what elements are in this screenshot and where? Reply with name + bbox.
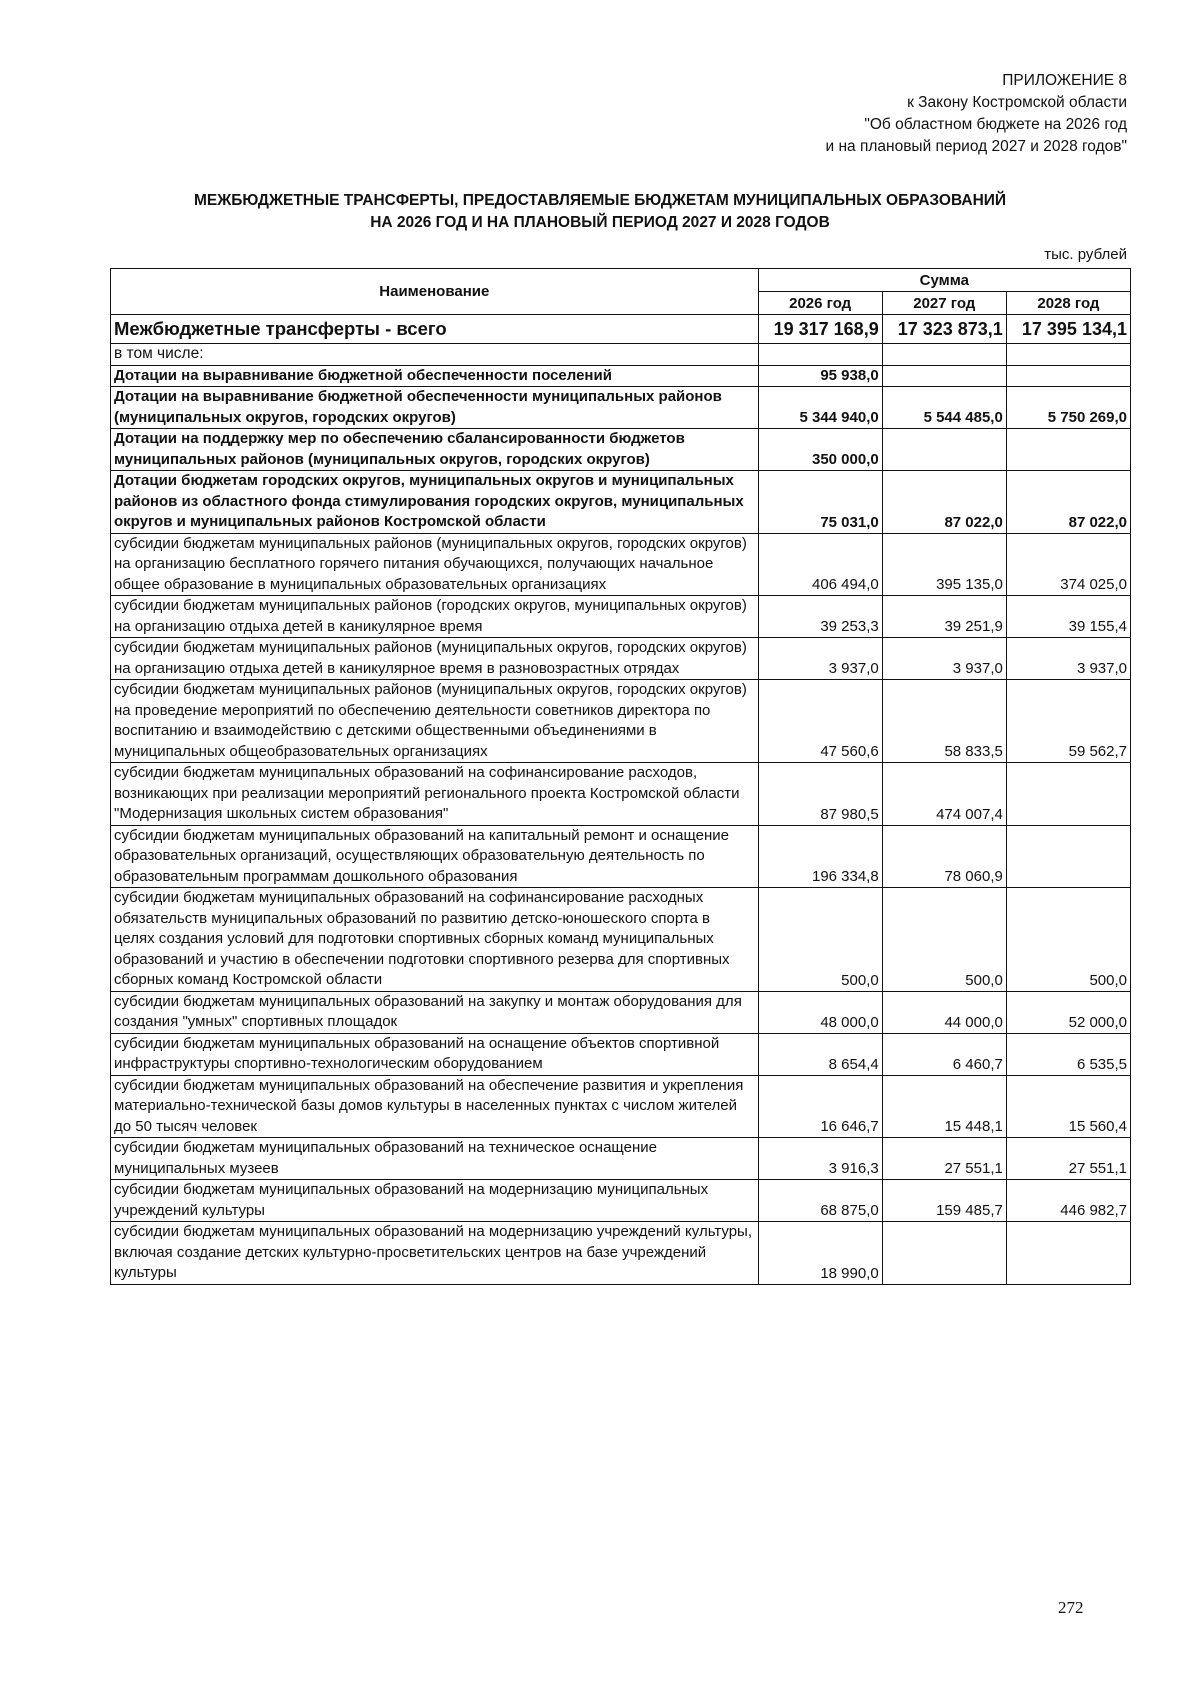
row-value-2027: 27 551,1 [882, 1138, 1006, 1180]
table-row [111, 888, 1131, 992]
row-value-2026: 16 646,7 [758, 1075, 882, 1138]
row-value-2026: 47 560,6 [758, 680, 882, 763]
appendix-header [826, 70, 1128, 158]
total-value-2028: 17 395 134,1 [1006, 315, 1130, 344]
column-header-year: 2026 год [758, 292, 882, 315]
row-value-2026: 75 031,0 [758, 471, 882, 534]
row-value-2026: 95 938,0 [758, 365, 882, 387]
table-row [111, 638, 1131, 680]
row-name: Дотации на выравнивание бюджетной обеспеченности поселений [111, 365, 759, 387]
table-row [111, 680, 1131, 763]
row-value-2027: 3 937,0 [882, 638, 1006, 680]
table-row [111, 429, 1131, 471]
row-value-2026: 18 990,0 [758, 1222, 882, 1285]
row-name: субсидии бюджетам муниципальных образований на модернизацию муниципальных учреждений культуры [111, 1180, 759, 1222]
empty-cell [1006, 344, 1130, 366]
row-name: субсидии бюджетам муниципальных образований на техническое оснащение муниципальных музеев [111, 1138, 759, 1180]
row-name: субсидии бюджетам муниципальных образований на оснащение объектов спортивной инфраструктуры спортивно-технологическим оборудованием [111, 1033, 759, 1075]
table-row [111, 533, 1131, 596]
empty-cell [882, 344, 1006, 366]
row-value-2027: 87 022,0 [882, 471, 1006, 534]
total-name: Межбюджетные трансферты - всего [111, 315, 759, 344]
row-value-2028: 5 750 269,0 [1006, 387, 1130, 429]
row-value-2026: 3 916,3 [758, 1138, 882, 1180]
row-name: субсидии бюджетам муниципальных районов (муниципальных округов, городских округов) на организацию бесплатного горячего питания обучающихся, получающих начальное общее образование в муниципальных образовательных организациях [111, 533, 759, 596]
total-value-2027: 17 323 873,1 [882, 315, 1006, 344]
column-header-name: Наименование [111, 269, 759, 315]
column-header-year: 2027 год [882, 292, 1006, 315]
empty-cell [758, 344, 882, 366]
row-value-2028: 6 535,5 [1006, 1033, 1130, 1075]
document-title [100, 190, 1100, 234]
row-value-2027: 5 544 485,0 [882, 387, 1006, 429]
table-row [111, 1180, 1131, 1222]
table-row [111, 1138, 1131, 1180]
row-value-2028 [1006, 763, 1130, 826]
subheader-row [111, 344, 1131, 366]
row-name: субсидии бюджетам муниципальных образований на закупку и монтаж оборудования для создания "умных" спортивных площадок [111, 991, 759, 1033]
table-row [111, 471, 1131, 534]
row-value-2026: 406 494,0 [758, 533, 882, 596]
table-row [111, 825, 1131, 888]
row-name: субсидии бюджетам муниципальных образований на софинансирование расходных обязательств муниципальных образований по развитию детско-юношеского спорта в целях создания условий для подготовки спортивных сборных команд муниципальных образований и участию в обеспечении подготовки спортивного резерва для спортивных сборных команд Костромской области [111, 888, 759, 992]
row-name: Дотации на выравнивание бюджетной обеспеченности муниципальных районов (муниципальных округов, городских округов) [111, 387, 759, 429]
column-header-sum: Сумма [758, 269, 1130, 292]
row-value-2028: 374 025,0 [1006, 533, 1130, 596]
row-value-2026: 196 334,8 [758, 825, 882, 888]
transfers-table [110, 268, 1131, 1285]
row-value-2027: 6 460,7 [882, 1033, 1006, 1075]
table-row [111, 365, 1131, 387]
page-number: 272 [1058, 1598, 1084, 1617]
appendix-header-line: и на плановый период 2027 и 2028 годов" [825, 138, 1127, 155]
row-value-2027: 78 060,9 [882, 825, 1006, 888]
row-value-2026: 39 253,3 [758, 596, 882, 638]
table-row [111, 1222, 1131, 1285]
document-title-line: МЕЖБЮДЖЕТНЫЕ ТРАНСФЕРТЫ, ПРЕДОСТАВЛЯЕМЫЕ БЮДЖЕТАМ МУНИЦИПАЛЬНЫХ ОБРАЗОВАНИЙ [193, 192, 1007, 209]
row-value-2028: 3 937,0 [1006, 638, 1130, 680]
row-value-2028 [1006, 429, 1130, 471]
row-name: субсидии бюджетам муниципальных образований на обеспечение развития и укрепления материально-технической базы домов культуры в населенных пунктах с числом жителей до 50 тысяч человек [111, 1075, 759, 1138]
row-value-2026: 350 000,0 [758, 429, 882, 471]
row-value-2027: 395 135,0 [882, 533, 1006, 596]
row-value-2027: 159 485,7 [882, 1180, 1006, 1222]
row-value-2027: 39 251,9 [882, 596, 1006, 638]
row-value-2028: 52 000,0 [1006, 991, 1130, 1033]
row-value-2027: 58 833,5 [882, 680, 1006, 763]
column-header-year: 2028 год [1006, 292, 1130, 315]
row-value-2026: 68 875,0 [758, 1180, 882, 1222]
table-row [111, 763, 1131, 826]
row-value-2028: 446 982,7 [1006, 1180, 1130, 1222]
row-value-2027: 474 007,4 [882, 763, 1006, 826]
appendix-header-line: ПРИЛОЖЕНИЕ 8 [1002, 72, 1127, 89]
row-value-2028 [1006, 825, 1130, 888]
total-row [111, 315, 1131, 344]
appendix-header-line: к Закону Костромской области [907, 94, 1127, 111]
row-value-2028 [1006, 365, 1130, 387]
row-value-2027 [882, 365, 1006, 387]
row-name: Дотации бюджетам городских округов, муниципальных округов и муниципальных районов из областного фонда стимулирования городских округов, муниципальных округов и муниципальных районов Костромской области [111, 471, 759, 534]
row-value-2027: 500,0 [882, 888, 1006, 992]
row-name: субсидии бюджетам муниципальных районов (муниципальных округов, городских округов) на организацию отдыха детей в каникулярное время в разновозрастных отрядах [111, 638, 759, 680]
row-value-2028: 39 155,4 [1006, 596, 1130, 638]
row-value-2026: 3 937,0 [758, 638, 882, 680]
table-row [111, 1033, 1131, 1075]
table-row [111, 387, 1131, 429]
row-value-2027: 44 000,0 [882, 991, 1006, 1033]
table-row [111, 991, 1131, 1033]
document-title-line: НА 2026 ГОД И НА ПЛАНОВЫЙ ПЕРИОД 2027 И 2028 ГОДОВ [370, 214, 830, 231]
appendix-header-line: "Об областном бюджете на 2026 год [864, 116, 1127, 133]
subheader-label: в том числе: [111, 344, 759, 366]
row-value-2028: 27 551,1 [1006, 1138, 1130, 1180]
total-value-2026: 19 317 168,9 [758, 315, 882, 344]
table-row [111, 596, 1131, 638]
row-value-2028 [1006, 1222, 1130, 1285]
row-value-2026: 8 654,4 [758, 1033, 882, 1075]
row-name: Дотации на поддержку мер по обеспечению сбалансированности бюджетов муниципальных районов (муниципальных округов, городских округов) [111, 429, 759, 471]
row-value-2026: 5 344 940,0 [758, 387, 882, 429]
row-value-2028: 87 022,0 [1006, 471, 1130, 534]
row-value-2026: 87 980,5 [758, 763, 882, 826]
row-value-2028: 500,0 [1006, 888, 1130, 992]
row-value-2028: 59 562,7 [1006, 680, 1130, 763]
row-name: субсидии бюджетам муниципальных районов (городских округов, муниципальных округов) на организацию отдыха детей в каникулярное время [111, 596, 759, 638]
row-value-2027 [882, 1222, 1006, 1285]
row-value-2027 [882, 429, 1006, 471]
row-name: субсидии бюджетам муниципальных образований на капитальный ремонт и оснащение образовательных организаций, осуществляющих образовательную деятельность по образовательным программам дошкольного образования [111, 825, 759, 888]
row-name: субсидии бюджетам муниципальных образований на софинансирование расходов, возникающих при реализации мероприятий регионального проекта Костромской области "Модернизация школьных систем образования" [111, 763, 759, 826]
row-name: субсидии бюджетам муниципальных районов (муниципальных округов, городских округов) на проведение мероприятий по обеспечению деятельности советников директора по воспитанию и взаимодействию с детскими общественными объединениями в муниципальных общеобразовательных организациях [111, 680, 759, 763]
table-row [111, 1075, 1131, 1138]
row-name: субсидии бюджетам муниципальных образований на модернизацию учреждений культуры, включая создание детских культурно-просветительских центров на базе учреждений культуры [111, 1222, 759, 1285]
row-value-2028: 15 560,4 [1006, 1075, 1130, 1138]
row-value-2026: 500,0 [758, 888, 882, 992]
row-value-2026: 48 000,0 [758, 991, 882, 1033]
row-value-2027: 15 448,1 [882, 1075, 1006, 1138]
units-label: тыс. рублей [1044, 246, 1127, 263]
